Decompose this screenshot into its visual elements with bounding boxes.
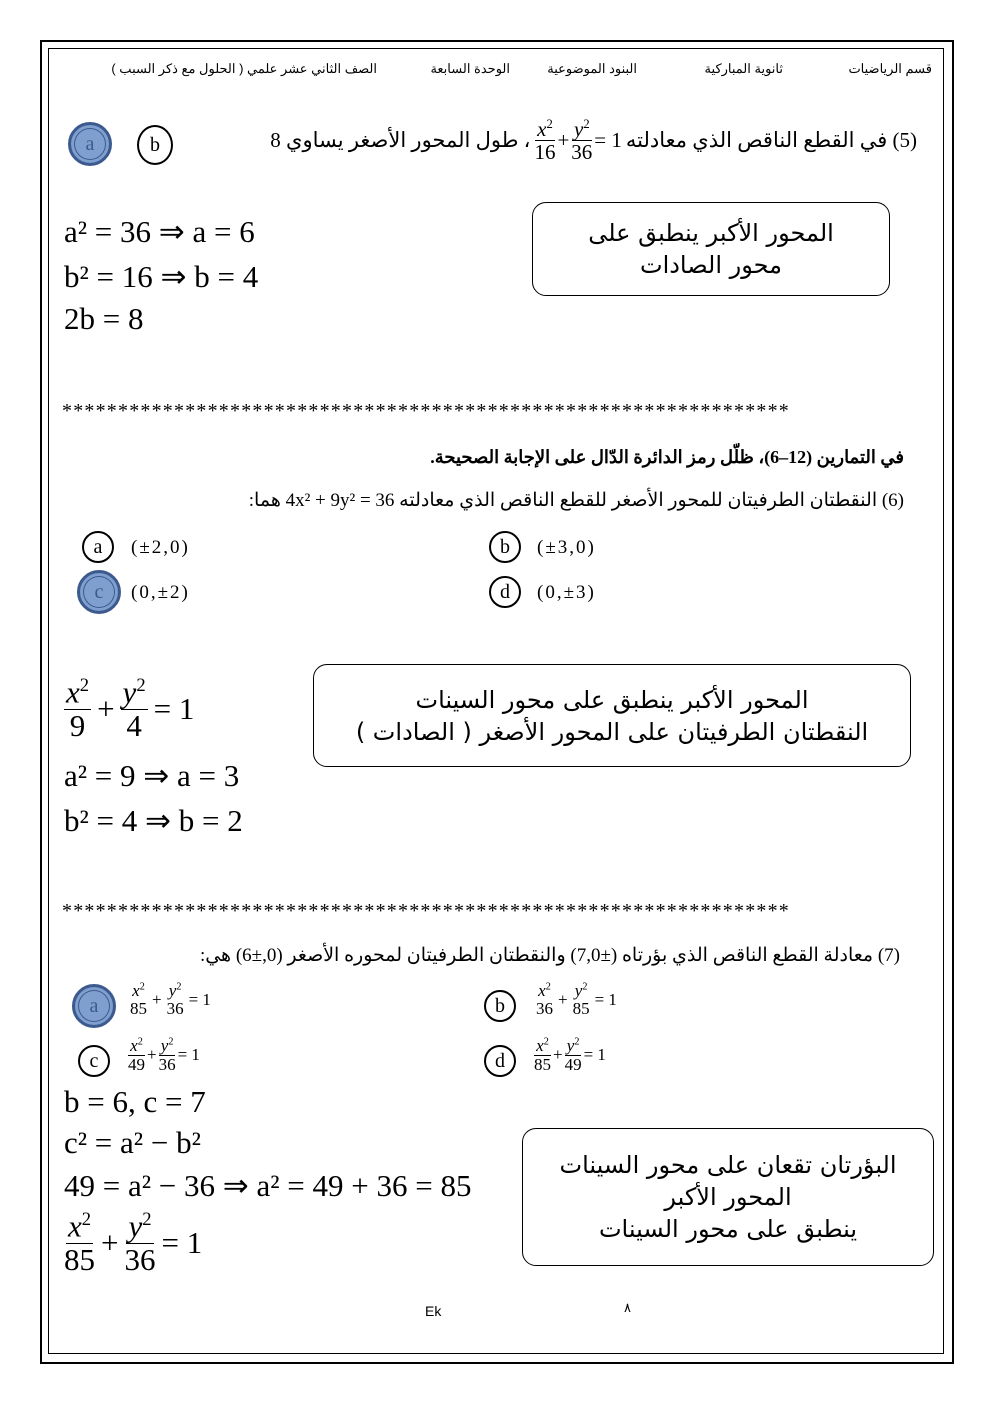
eq-num: x: [537, 117, 547, 141]
eq-num: y: [573, 117, 584, 141]
eq-den: 36: [536, 998, 553, 1018]
q5-option-a[interactable]: [68, 122, 112, 166]
page-number: ٨: [624, 1301, 631, 1316]
q7-work-line: 49 = a² − 36 ⇒ a² = 49 + 36 = 85: [64, 1168, 472, 1203]
option-label: b: [500, 535, 510, 558]
option-label: d: [495, 1049, 505, 1072]
separator: *****************************************************************: [62, 400, 790, 422]
eq-den: 85: [572, 998, 590, 1018]
q7-option-b[interactable]: [484, 990, 516, 1022]
q5-question: [270, 118, 917, 163]
q7-option-c[interactable]: [78, 1045, 110, 1077]
note-line: ينطبق على محور السينات: [598, 1215, 858, 1243]
q7-question: (7) معادلة القطع الناقص الذي بؤرتاه (±7,0) والنقطتان الطرفيتان لمحوره الأصغر (0,±6) هي:: [199, 945, 900, 966]
header-grade: الصف الثاني عشر علمي ( الحلول مع ذكر السبب ): [111, 61, 377, 76]
q7-option-c-equation: $\frac{x^2}{49}$ + $\frac{y^2}{36}$ = 1: [128, 1036, 200, 1074]
eq-den: 49: [128, 1054, 145, 1074]
eq-rhs: = 1: [177, 1045, 200, 1065]
eq-den: 36: [571, 140, 593, 165]
eq-den: 9: [69, 707, 86, 743]
q6-note-box: [313, 664, 911, 767]
eq-den: 85: [64, 1241, 95, 1277]
q6-work-line: a² = 9 ⇒ a = 3: [64, 758, 240, 793]
q6-option-a-value: (±2,0): [131, 537, 190, 558]
separator: *****************************************************************: [62, 900, 790, 922]
q5-work-line: 2b = 8: [64, 301, 144, 336]
q7-option-a[interactable]: [72, 984, 116, 1028]
q6-work-equation: $\frac{x^2}{9}$ + $\frac{y^2}{4}$ = 1: [66, 674, 195, 743]
q6-option-c-value: (0,±2): [131, 582, 190, 603]
q6-option-d-value: (0,±3): [537, 582, 596, 603]
q6-option-b-value: (±3,0): [537, 537, 596, 558]
q7-option-b-equation: $x^2$ 36 + $y^2$ 85 = 1: [536, 981, 617, 1018]
q6-option-c[interactable]: [77, 570, 121, 614]
q5-work-line: a² = 36 ⇒ a = 6: [64, 214, 255, 249]
eq-den: 36: [158, 1054, 176, 1074]
header-unit: الوحدة السابعة: [430, 61, 510, 76]
note-line: النقطتان الطرفيتان على المحور الأصغر ( الصادات ): [355, 717, 869, 746]
q7-work-line: b = 6, c = 7: [64, 1084, 206, 1119]
eq-rhs: = 1: [583, 1045, 606, 1065]
note-line: المحور الأكبر: [664, 1183, 792, 1211]
header-section: البنود الموضوعية: [547, 61, 637, 76]
option-label: d: [500, 580, 510, 603]
eq-rhs: = 1: [594, 128, 622, 153]
eq-den: 16: [534, 140, 556, 165]
q6-option-d[interactable]: [489, 576, 521, 608]
option-label: b: [150, 133, 160, 156]
note-line: محور الصادات: [639, 251, 783, 279]
option-label: a: [89, 994, 99, 1017]
q6-question: (6) النقطتان الطرفيتان للمحور الأصغر للقطع الناقص الذي معادلته 4x² + 9y² = 36 هما:: [248, 490, 904, 511]
q6-work-line: b² = 4 ⇒ b = 2: [64, 803, 243, 838]
q5-option-b[interactable]: [137, 125, 173, 165]
note-line: البؤرتان تقعان على محور السينات: [559, 1151, 897, 1179]
q5-text-after: ، طول المحور الأصغر يساوي 8: [270, 128, 531, 153]
option-label: c: [94, 580, 104, 603]
option-label: c: [89, 1049, 99, 1072]
note-line: المحور الأكبر ينطبق على محور السينات: [415, 685, 809, 714]
footer-initials: Ek: [425, 1303, 442, 1319]
eq-rhs: = 1: [153, 691, 195, 727]
eq-rhs: = 1: [188, 989, 211, 1009]
q7-option-d-equation: $\frac{x^2}{85}$ + $\frac{y^2}{49}$ = 1: [534, 1036, 606, 1074]
eq-rhs: = 1: [161, 1225, 203, 1261]
header-department: قسم الرياضيات: [848, 61, 932, 76]
eq-den: 4: [126, 707, 142, 743]
q7-option-a-equation: $x^2$ 85 + $y^2$ 36 = 1: [130, 981, 211, 1018]
eq-den: 85: [130, 998, 147, 1018]
q5-work-line: b² = 16 ⇒ b = 4: [64, 259, 259, 294]
eq-den: 49: [564, 1054, 582, 1074]
eq-den: 85: [534, 1054, 551, 1074]
instruction: في التمارين (12–6)، ظلّل رمز الدائرة الدّال على الإجابة الصحيحة.: [430, 447, 904, 467]
q5-equation: $\frac{x^2}{16}$ + $\frac{y^2}{36}$ = 1: [534, 117, 622, 165]
header-school: ثانوية المباركية: [704, 61, 783, 76]
option-label: a: [85, 132, 95, 155]
q6-option-a[interactable]: [82, 531, 114, 563]
q6-option-b[interactable]: [489, 531, 521, 563]
eq-den: 36: [124, 1241, 156, 1277]
option-label: b: [495, 994, 505, 1017]
note-line: المحور الأكبر ينطبق على: [588, 219, 834, 247]
q5-text-before: (5) في القطع الناقص الذي معادلته: [625, 128, 917, 153]
eq-rhs: = 1: [594, 989, 617, 1009]
q5-note-box: [532, 202, 890, 296]
option-label: a: [93, 535, 103, 558]
q7-work-equation: $\frac{x^2}{85}$ + $\frac{y^2}{36}$ = 1: [64, 1208, 203, 1277]
q7-work-line: c² = a² − b²: [64, 1125, 201, 1160]
q7-option-d[interactable]: [484, 1045, 516, 1077]
q7-note-box: [522, 1128, 934, 1266]
eq-den: 36: [166, 998, 184, 1018]
